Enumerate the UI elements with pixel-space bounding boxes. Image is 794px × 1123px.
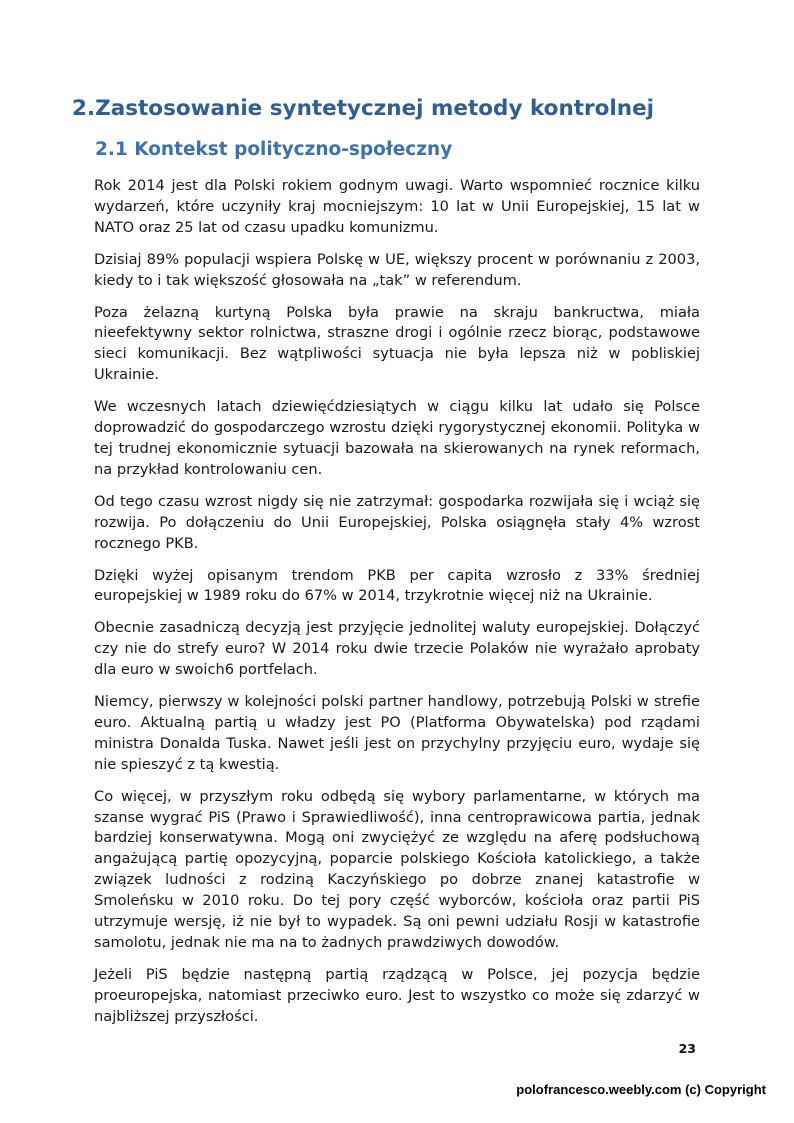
paragraph: Poza żelazną kurtyną Polska była prawie na skraju bankructwa, miała nieefektywny sektor rolnictwa, straszne drogi i ogólnie rzecz biorąc, podstawowe sieci komunikacji. Bez wątpliwości sytuacja nie była lepsza niż w pobliskiej Ukrainie.	[94, 303, 700, 384]
body-text	[94, 176, 700, 1039]
paragraph: Dzisiaj 89% populacji wspiera Polskę w UE, większy procent w porównaniu z 2003, kiedy to i tak większość głosowała na „tak” w referendum.	[94, 250, 700, 289]
paragraph: We wczesnych latach dziewięćdziesiątych w ciągu kilku lat udało się Polsce doprowadzić do gospodarczego wzrostu dzięki rygorystycznej ekonomii. Polityka w tej trudnej ekonomicznie sytuacji bazowała na skierowanych na rynek reformach, na przykład kontrolowaniu cen.	[94, 398, 700, 478]
paragraph: Co więcej, w przyszłym roku odbędą się wybory parlamentarne, w których ma szanse wygrać PiS (Prawo i Sprawiedliwość), inna centroprawicowa partia, jednak bardziej konserwatywna. Mogą oni zwyciężyć ze względu na aferę podsłuchową angażującą partię opozycyjną, poparcie polskiego Kościoła katolickiego, a także związek ludności z rodziną Kaczyńskiego po dobrze znanej katastrofie w Smoleńsku w 2010 roku. Do tej pory część wyborców, kościoła oraz partii PiS utrzymuje wersję, iż nie był to wypadek. Są oni pewni udziału Rosji w katastrofie samolotu, jednak nie ma na to żadnych prawdziwych dowodów.	[94, 787, 700, 951]
paragraph: Od tego czasu wzrost nigdy się nie zatrzymał: gospodarka rozwijała się i wciąż się rozwija. Po dołączeniu do Unii Europejskiej, Polska osiągnęła stały 4% wzrost rocznego PKB.	[94, 492, 700, 552]
paragraph: Jeżeli PiS będzie następną partią rządzącą w Polsce, jej pozycja będzie proeuropejska, natomiast przeciwko euro. Jest to wszystko co może się zdarzyć w najbliższej przyszłości.	[94, 965, 700, 1025]
section-heading: 2.Zastosowanie syntetycznej metody kontrolnej	[72, 96, 655, 121]
paragraph: Dzięki wyżej opisanym trendom PKB per capita wzrosło z 33% średniej europejskiej w 1989 roku do 67% w 2014, trzykrotnie więcej niż na Ukrainie.	[94, 566, 700, 605]
paragraph: Niemcy, pierwszy w kolejności polski partner handlowy, potrzebują Polski w strefie euro. Aktualną partią u władzy jest PO (Platforma Obywatelska) pod rządami ministra Donalda Tuska. Nawet jeśli jest on przychylny przyjęciu euro, wydaje się nie spieszyć z tą kwestią.	[94, 693, 700, 773]
paragraph: Obecnie zasadniczą decyzją jest przyjęcie jednolitej waluty europejskiej. Dołączyć czy nie do strefy euro? W 2014 roku dwie trzecie Polaków nie wyrażało aprobaty dla euro w swoich6 portfelach.	[94, 619, 700, 679]
copyright-footer: polofrancesco.weebly.com (c) Copyright	[516, 1082, 766, 1097]
paragraph: Rok 2014 jest dla Polski rokiem godnym uwagi. Warto wspomnieć rocznice kilku wydarzeń, które uczyniły kraj mocniejszym: 10 lat w Unii Europejskiej, 15 lat w NATO oraz 25 lat od czasu upadku komunizmu.	[94, 177, 700, 236]
subsection-heading: 2.1 Kontekst polityczno-społeczny	[95, 139, 453, 160]
page-number: 23	[678, 1041, 696, 1056]
